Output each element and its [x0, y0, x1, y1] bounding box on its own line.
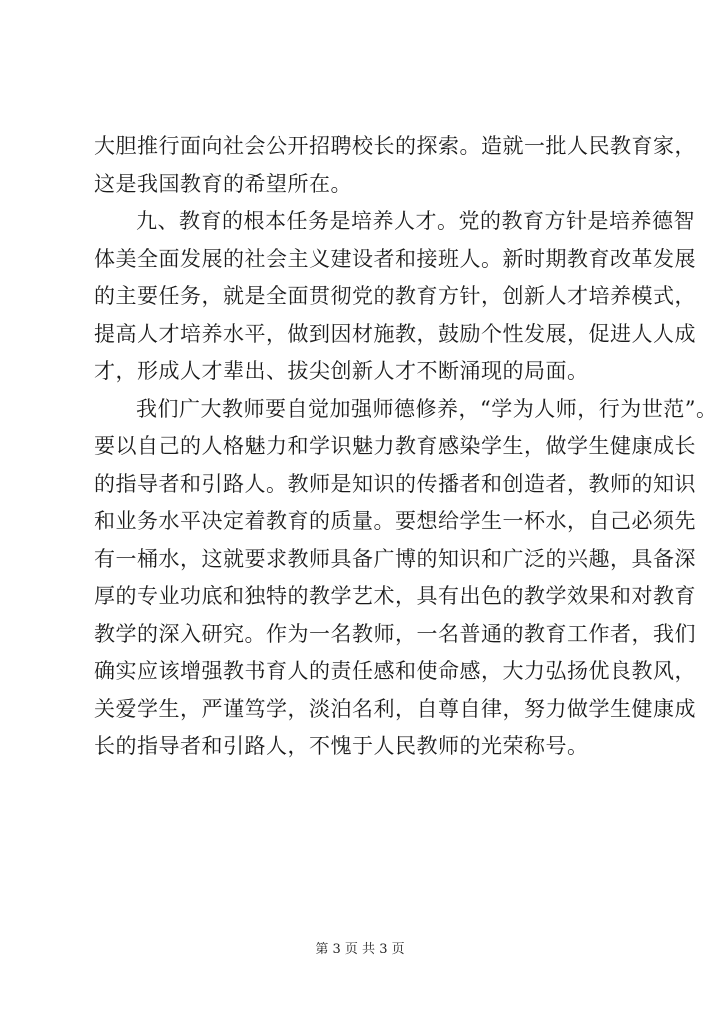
text-line: 的主要任务，就是全面贯彻党的教育方针，创新人才培养模式，	[94, 284, 696, 308]
text-line: 体美全面发展的社会主义建设者和接班人。新时期教育改革发展	[94, 246, 696, 271]
page-number-footer: 第 3 页 共 3 页	[315, 942, 405, 957]
text-line: 厚的专业功底和独特的教学艺术，具有出色的教学效果和对教育	[94, 584, 696, 608]
text-line: 大胆推行面向社会公开招聘校长的探索。造就一批人民教育家，	[94, 134, 696, 158]
text-line: 长的指导者和引路人，不愧于人民教师的光荣称号。	[94, 734, 589, 758]
text-line: 的指导者和引路人。教师是知识的传播者和创造者，教师的知识	[94, 471, 696, 496]
text-line: 提高人才培养水平，做到因材施教，鼓励个性发展，促进人人成	[94, 321, 696, 346]
paragraph-start-line: 我们广大教师要自觉加强师德修养，“学为人师，行为世范”。	[136, 396, 718, 421]
paragraph-start-line: 九、教育的根本任务是培养人才。党的教育方针是培养德智	[136, 209, 695, 233]
text-line: 教学的深入研究。作为一名教师，一名普通的教育工作者，我们	[94, 621, 696, 646]
text-line: 有一桶水，这就要求教师具备广博的知识和广泛的兴趣，具备深	[94, 546, 696, 571]
text-line: 才，形成人才辈出、拔尖创新人才不断涌现的局面。	[94, 359, 589, 383]
body-text	[94, 128, 718, 766]
text-line: 这是我国教育的希望所在。	[94, 171, 352, 196]
text-line: 和业务水平决定着教育的质量。要想给学生一杯水，自己必须先	[94, 509, 696, 533]
text-line: 确实应该增强教书育人的责任感和使命感，大力弘扬优良教风，	[94, 659, 696, 683]
text-line: 要以自己的人格魅力和学识魅力教育感染学生，做学生健康成长	[94, 434, 696, 458]
text-line: 关爱学生，严谨笃学，淡泊名利，自尊自律，努力做学生健康成	[94, 696, 696, 721]
